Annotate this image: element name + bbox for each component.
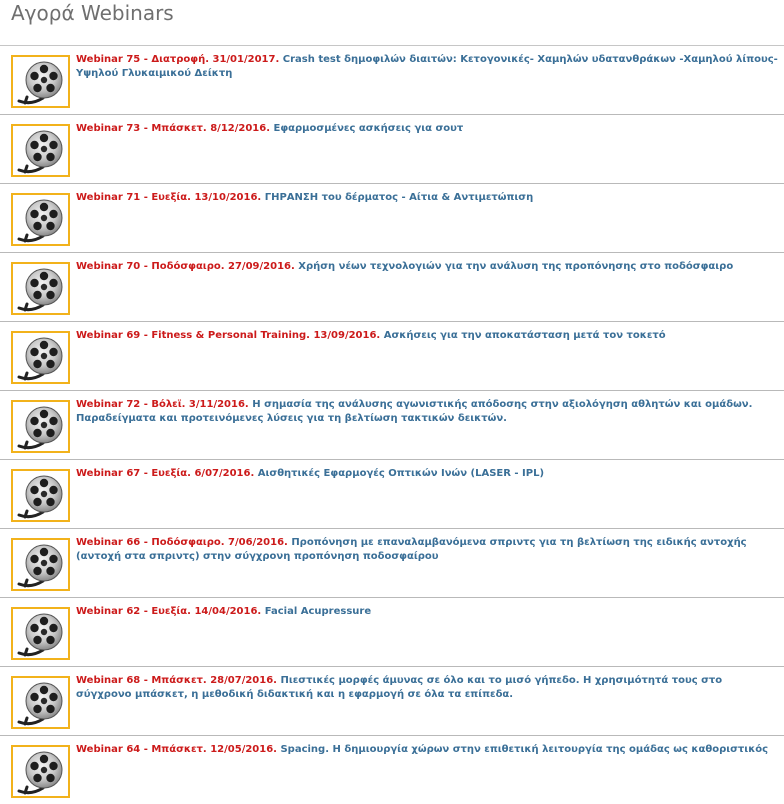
webinar-heading-link[interactable]: Webinar 68 - Μπάσκετ. 28/07/2016. — [76, 675, 277, 686]
webinar-heading-link[interactable]: Webinar 66 - Ποδόσφαιρο. 7/06/2016. — [76, 537, 288, 548]
webinar-heading-link[interactable]: Webinar 62 - Ευεξία. 14/04/2016. — [76, 606, 262, 617]
webinar-description-link[interactable]: Spacing. Η δημιουργία χώρων στην επιθετική λειτουργία της ομάδας ως καθοριστικός — [280, 744, 769, 755]
webinar-description-link[interactable]: ΓΗΡΑΝΣΗ του δέρματος - Αίτια & Αντιμετώπιση — [264, 192, 534, 203]
webinar-description-link[interactable]: Εφαρμοσμένες ασκήσεις για σουτ — [273, 123, 464, 134]
webinar-list — [0, 45, 784, 804]
film-reel-icon[interactable] — [11, 55, 70, 108]
webinar-heading-link[interactable]: Webinar 75 - Διατροφή. 31/01/2017. — [76, 54, 280, 65]
webinar-heading-link[interactable]: Webinar 71 - Ευεξία. 13/10/2016. — [76, 192, 262, 203]
webinar-heading-link[interactable]: Webinar 72 - Βόλεϊ. 3/11/2016. — [76, 399, 249, 410]
webinar-description-link[interactable]: Ασκήσεις για την αποκατάσταση μετά τον τοκετό — [383, 330, 666, 341]
film-reel-icon[interactable] — [11, 607, 70, 660]
list-item[interactable] — [0, 114, 784, 183]
film-reel-icon[interactable] — [11, 262, 70, 315]
webinar-description-link[interactable]: Crash test δημοφιλών διαιτών: Κετογονικές- Χαμηλών υδατανθράκων -Χαμηλού λίπους- Υψηλού Γλυκαιμικού Δείκτη — [76, 54, 778, 79]
webinar-description-link[interactable]: Πιεστικές μορφές άμυνας σε όλο και το μισό γήπεδο. Η χρησιμότητά τους στο σύγχρονο μπάσκετ, η μεθοδική διδακτική και η εφαρμογή σε όλα τα επίπεδα. — [76, 675, 723, 700]
film-reel-icon[interactable] — [11, 469, 70, 522]
list-item[interactable] — [0, 666, 784, 735]
webinar-description-link[interactable]: Facial Acupressure — [264, 606, 372, 617]
page-title: Αγορά Webinars — [11, 1, 174, 25]
film-reel-icon[interactable] — [11, 745, 70, 798]
list-item[interactable] — [0, 321, 784, 390]
list-item[interactable] — [0, 252, 784, 321]
list-item[interactable] — [0, 597, 784, 666]
list-item[interactable] — [0, 528, 784, 597]
film-reel-icon[interactable] — [11, 124, 70, 177]
webinar-heading-link[interactable]: Webinar 73 - Μπάσκετ. 8/12/2016. — [76, 123, 271, 134]
film-reel-icon[interactable] — [11, 331, 70, 384]
film-reel-icon[interactable] — [11, 676, 70, 729]
film-reel-icon[interactable] — [11, 193, 70, 246]
list-item[interactable] — [0, 183, 784, 252]
webinar-description-link[interactable]: Η σημασία της ανάλυσης αγωνιστικής απόδοσης στην αξιολόγηση αθλητών και ομάδων. Παραδείγματα και προτεινόμενες λύσεις για τη βελτίωση τακτικών δεικτών. — [76, 399, 753, 424]
list-item[interactable] — [0, 390, 784, 459]
webinar-description-link[interactable]: Αισθητικές Εφαρμογές Οπτικών Ινών (LASER - IPL) — [257, 468, 545, 479]
webinar-heading-link[interactable]: Webinar 69 - Fitness & Personal Training. 13/09/2016. — [76, 330, 381, 341]
webinar-description-link[interactable]: Χρήση νέων τεχνολογιών για την ανάλυση της προπόνησης στο ποδόσφαιρο — [298, 261, 734, 272]
list-item[interactable] — [0, 735, 784, 804]
list-item[interactable] — [0, 45, 784, 114]
film-reel-icon[interactable] — [11, 400, 70, 453]
webinar-description-link[interactable]: Προπόνηση με επαναλαμβανόμενα σπριντς για τη βελτίωση της ειδικής αντοχής (αντοχή στα σπριντς) στην σύγχρονη προπόνηση ποδοσφαίρου — [76, 537, 747, 562]
webinar-heading-link[interactable]: Webinar 67 - Ευεξία. 6/07/2016. — [76, 468, 255, 479]
webinar-heading-link[interactable]: Webinar 70 - Ποδόσφαιρο. 27/09/2016. — [76, 261, 295, 272]
webinar-heading-link[interactable]: Webinar 64 - Μπάσκετ. 12/05/2016. — [76, 744, 277, 755]
film-reel-icon[interactable] — [11, 538, 70, 591]
list-item[interactable] — [0, 459, 784, 528]
